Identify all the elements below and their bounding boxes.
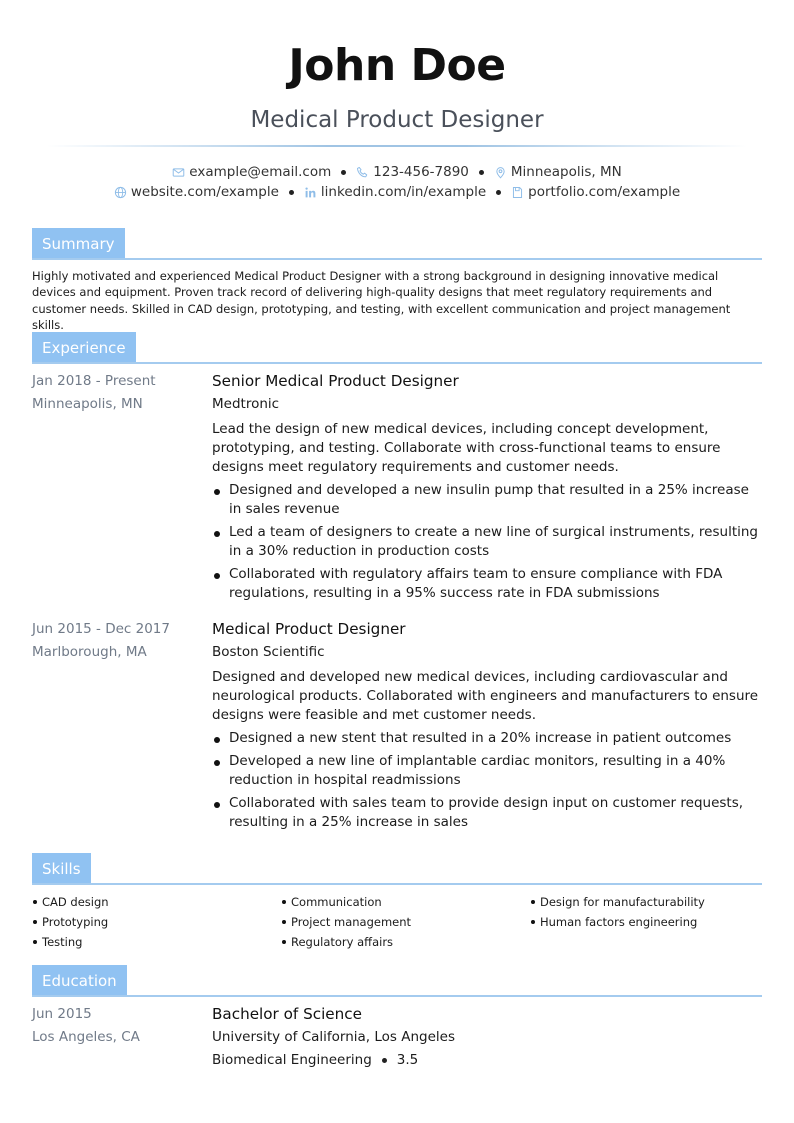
section-divider: [32, 883, 762, 885]
skills-list: [32, 892, 762, 952]
skill-item: Testing: [32, 932, 281, 952]
entry-dates: Jun 2015 - Dec 2017: [32, 621, 170, 637]
skill-item: Human factors engineering: [530, 912, 762, 932]
job-role: Medical Product Designer: [212, 620, 406, 638]
skills-section: [32, 853, 762, 952]
job-description: Lead the design of new medical devices, including concept development, prototyping, and testing. Collaborate with cross-functional teams to ensure designs meet regulatory requirements and customer needs.: [212, 421, 721, 475]
achievement-item: Led a team of designers to create a new line of surgical instruments, resulting in a 30% reduction in production costs: [212, 523, 762, 561]
entry-location: Marlborough, MA: [32, 644, 147, 660]
achievement-item: Collaborated with regulatory affairs team to ensure compliance with FDA regulations, resulting in a 95% success rate in FDA submissions: [212, 565, 762, 603]
skill-item: Design for manufacturability: [530, 892, 762, 912]
contact-portfolio[interactable]: [511, 184, 680, 200]
separator-dot: [479, 170, 484, 175]
linkedin-icon: [304, 186, 317, 199]
company-name: Medtronic: [212, 396, 280, 412]
entry-body: [212, 370, 762, 607]
entry-meta: [32, 1003, 202, 1049]
job-role: Senior Medical Product Designer: [212, 372, 459, 390]
skill-item: Communication: [281, 892, 530, 912]
contact-website[interactable]: [114, 184, 279, 200]
contact-row-1: [0, 162, 794, 182]
company-name: Boston Scientific: [212, 644, 325, 660]
contact-linkedin[interactable]: [304, 184, 486, 200]
separator-dot: [496, 190, 501, 195]
achievement-item: Developed a new line of implantable cardiac monitors, resulting in a 40% reduction in hospital readmissions: [212, 752, 762, 790]
resume-header: [0, 0, 794, 202]
degree-name: Bachelor of Science: [212, 1005, 362, 1023]
phone-text: 123-456-7890: [373, 164, 469, 180]
entry-meta: [32, 618, 202, 664]
skills-heading-bar: [32, 853, 762, 885]
contact-location: [494, 164, 622, 180]
section-divider: [32, 362, 762, 364]
section-heading: Experience: [32, 332, 136, 364]
phone-icon: [356, 166, 369, 179]
education-section: [32, 965, 762, 1085]
school-name: University of California, Los Angeles: [212, 1029, 456, 1045]
section-heading: Summary: [32, 228, 125, 260]
email-text: example@email.com: [189, 164, 332, 180]
section-heading: Skills: [32, 853, 91, 885]
website-text: website.com/example: [130, 184, 279, 200]
section-divider: [32, 258, 762, 260]
summary-text: Highly motivated and experienced Medical Product Designer with a strong background in designing innovative medical devices and equipment. Proven track record of delivering high-quality designs that meet regulatory requirements and customer needs. Skilled in CAD design, prototyping, and testing, with excellent communication and project management skills.: [32, 269, 731, 332]
mail-icon: [172, 166, 185, 179]
portfolio-text: portfolio.com/example: [528, 184, 681, 200]
separator-dot: [382, 1058, 387, 1063]
skill-item: CAD design: [32, 892, 281, 912]
skill-item: Regulatory affairs: [281, 932, 530, 952]
section-heading: Education: [32, 965, 127, 997]
education-detail: [212, 1049, 762, 1072]
entry-meta: [32, 370, 202, 416]
contact-info: [0, 162, 794, 202]
achievement-item: Designed and developed a new insulin pump that resulted in a 25% increase in sales revenue: [212, 481, 762, 519]
skill-item: Project management: [281, 912, 530, 932]
skill-item: Prototyping: [32, 912, 281, 932]
location-text: Minneapolis, MN: [510, 164, 622, 180]
header-divider: [47, 145, 747, 147]
achievement-item: Designed a new stent that resulted in a 20% increase in patient outcomes: [212, 729, 762, 748]
experience-section: [32, 332, 762, 832]
contact-email[interactable]: [172, 164, 331, 180]
entry-date: Jun 2015: [32, 1006, 92, 1022]
portfolio-icon: [511, 186, 524, 199]
candidate-title: Medical Product Designer: [250, 107, 544, 133]
gpa-value: 3.5: [396, 1052, 419, 1068]
separator-dot: [289, 190, 294, 195]
candidate-name: John Doe: [288, 40, 506, 91]
achievement-list: [212, 729, 762, 832]
location-pin-icon: [494, 166, 507, 179]
linkedin-text: linkedin.com/in/example: [320, 184, 487, 200]
experience-heading-bar: [32, 332, 762, 364]
education-heading-bar: [32, 965, 762, 997]
separator-dot: [341, 170, 346, 175]
entry-body: [212, 1003, 762, 1072]
summary-heading-bar: [32, 228, 762, 260]
contact-phone[interactable]: [356, 164, 469, 180]
achievement-list: [212, 481, 762, 603]
entry-location: Los Angeles, CA: [32, 1029, 140, 1045]
section-divider: [32, 995, 762, 997]
achievement-item: Collaborated with sales team to provide design input on customer requests, resulting in a 25% increase in sales: [212, 794, 762, 832]
entry-location: Minneapolis, MN: [32, 396, 143, 412]
entry-body: [212, 618, 762, 836]
entry-dates: Jan 2018 - Present: [32, 373, 156, 389]
field-of-study: Biomedical Engineering: [212, 1052, 372, 1068]
globe-icon: [114, 186, 127, 199]
job-description: Designed and developed new medical devices, including cardiovascular and neurological products. Collaborated with engineers and manufacturers to ensure designs were feasible and met customer needs.: [212, 669, 759, 723]
summary-section: [32, 228, 762, 333]
contact-row-2: [0, 182, 794, 202]
